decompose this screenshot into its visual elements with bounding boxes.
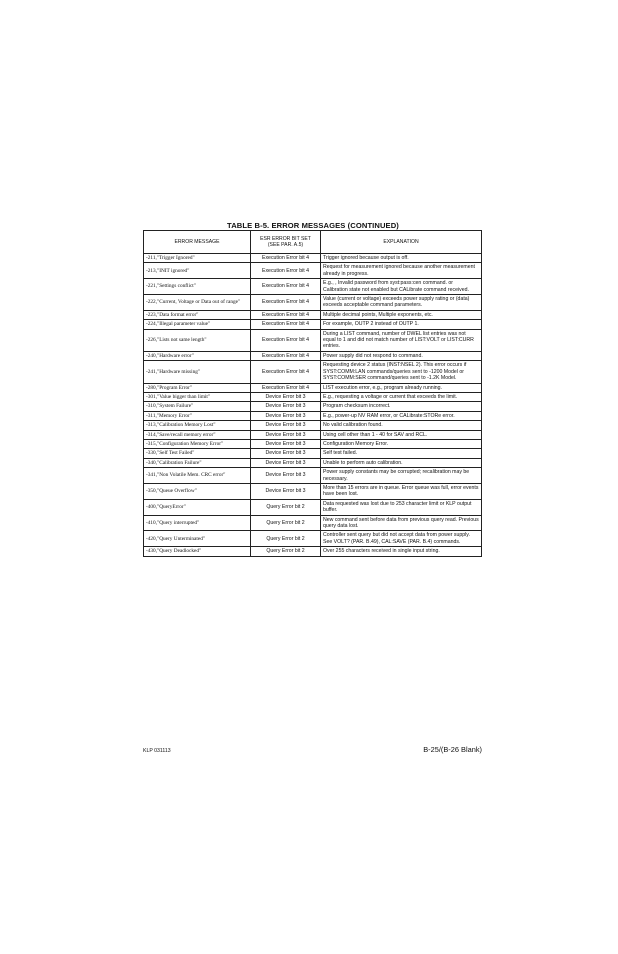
esr-bit-cell: Device Error bit 3 bbox=[251, 468, 321, 484]
error-message-cell: -222,"Current, Voltage or Data out of range" bbox=[144, 295, 251, 311]
error-message-cell: -213,"INIT ignored" bbox=[144, 263, 251, 279]
esr-bit-cell: Query Error bit 2 bbox=[251, 547, 321, 556]
esr-bit-cell: Device Error bit 3 bbox=[251, 402, 321, 411]
esr-bit-cell: Execution Error bit 4 bbox=[251, 361, 321, 383]
error-messages-table bbox=[143, 230, 482, 557]
header-esr-line2: (SEE PAR. A.5) bbox=[267, 242, 304, 248]
esr-bit-cell: Device Error bit 3 bbox=[251, 483, 321, 499]
error-message-cell: -330,"Self Test Failed" bbox=[144, 449, 251, 458]
esr-bit-cell: Device Error bit 3 bbox=[251, 439, 321, 448]
explanation-cell: More than 15 errors are in queue. Error queue was full, error events have been lost. bbox=[321, 483, 482, 499]
error-message-cell: -226,"Lists not same length" bbox=[144, 329, 251, 351]
esr-bit-cell: Execution Error bit 4 bbox=[251, 329, 321, 351]
explanation-cell: E.g., requesting a voltage or current that exceeds the limit. bbox=[321, 392, 482, 401]
table-title: TABLE B-5. ERROR MESSAGES (CONTINUED) bbox=[227, 221, 399, 230]
esr-bit-cell: Execution Error bit 4 bbox=[251, 295, 321, 311]
explanation-cell: Value (current or voltage) exceeds power supply rating or (data) exceeds acceptable command parameters. bbox=[321, 295, 482, 311]
table-row bbox=[144, 383, 482, 392]
esr-bit-cell: Execution Error bit 4 bbox=[251, 254, 321, 263]
table-row bbox=[144, 430, 482, 439]
explanation-cell: Over 255 characters received in single input string. bbox=[321, 547, 482, 556]
error-message-cell: -341,"Non Volatile Mem. CRC error" bbox=[144, 468, 251, 484]
table-row bbox=[144, 329, 482, 351]
error-message-cell: -410,"Query interrupted" bbox=[144, 515, 251, 531]
explanation-cell: Data requested was lost due to 253 character limit or KLP output buffer. bbox=[321, 499, 482, 515]
explanation-cell: Request for measurement ignored because another measurement already in progress. bbox=[321, 263, 482, 279]
table-row bbox=[144, 449, 482, 458]
esr-bit-cell: Execution Error bit 4 bbox=[251, 310, 321, 319]
explanation-cell: New command sent before data from previous query read. Previous query data lost. bbox=[321, 515, 482, 531]
table-row bbox=[144, 254, 482, 263]
footer-doc-id: KLP 031113 bbox=[143, 748, 171, 754]
error-message-cell: -241,"Hardware missing" bbox=[144, 361, 251, 383]
error-message-cell: -430,"Query Deadlocked" bbox=[144, 547, 251, 556]
header-explanation: EXPLANATION bbox=[321, 231, 482, 254]
table-header-row bbox=[144, 231, 482, 254]
table-row bbox=[144, 351, 482, 360]
explanation-cell: Using cell other than 1 - 40 for SAV and RCL. bbox=[321, 430, 482, 439]
esr-bit-cell: Device Error bit 3 bbox=[251, 411, 321, 420]
table-row bbox=[144, 515, 482, 531]
error-message-cell: -314,"Save/recall memory error" bbox=[144, 430, 251, 439]
table-row bbox=[144, 468, 482, 484]
error-message-cell: -224,"Illegal parameter value" bbox=[144, 320, 251, 329]
table-row bbox=[144, 458, 482, 467]
error-message-cell: -315,"Configuration Memory Error" bbox=[144, 439, 251, 448]
footer-page-number: B-25/(B-26 Blank) bbox=[423, 745, 482, 754]
esr-bit-cell: Device Error bit 3 bbox=[251, 392, 321, 401]
error-message-cell: -311,"Memory Error" bbox=[144, 411, 251, 420]
esr-bit-cell: Execution Error bit 4 bbox=[251, 383, 321, 392]
error-message-cell: -313,"Calibration Memory Lost" bbox=[144, 421, 251, 430]
error-message-cell: -280,"Program Error" bbox=[144, 383, 251, 392]
error-message-cell: -350,"Queue Overflow" bbox=[144, 483, 251, 499]
header-esr-line1: ESR ERROR BIT SET bbox=[260, 236, 311, 242]
error-message-cell: -223,"Data format error" bbox=[144, 310, 251, 319]
error-message-cell: -301,"Value bigger than limit" bbox=[144, 392, 251, 401]
table-row bbox=[144, 421, 482, 430]
header-esr-bit bbox=[251, 231, 321, 254]
error-message-cell: -240,"Hardware error" bbox=[144, 351, 251, 360]
explanation-cell: Self test failed. bbox=[321, 449, 482, 458]
esr-bit-cell: Execution Error bit 4 bbox=[251, 320, 321, 329]
esr-bit-cell: Query Error bit 2 bbox=[251, 499, 321, 515]
explanation-cell: E.g., , Invalid password from syst:pass:cen command. or Calibration state not enabled but CALibrate command received. bbox=[321, 279, 482, 295]
table-row bbox=[144, 483, 482, 499]
esr-bit-cell: Execution Error bit 4 bbox=[251, 263, 321, 279]
table-row bbox=[144, 499, 482, 515]
error-message-cell: -221,"Settings conflict" bbox=[144, 279, 251, 295]
esr-bit-cell: Execution Error bit 4 bbox=[251, 279, 321, 295]
explanation-cell: Power supply constants may be corrupted; recalibration may be necessary. bbox=[321, 468, 482, 484]
explanation-cell: Trigger ignored because output is off. bbox=[321, 254, 482, 263]
esr-bit-cell: Query Error bit 2 bbox=[251, 531, 321, 547]
table-row bbox=[144, 263, 482, 279]
esr-bit-cell: Device Error bit 3 bbox=[251, 449, 321, 458]
explanation-cell: Multiple decimal points, Multiple exponents, etc. bbox=[321, 310, 482, 319]
error-message-cell: -340,"Calibration Failure" bbox=[144, 458, 251, 467]
explanation-cell: Requesting device 2 status (INST:NSEL 2). This error occurs if SYST:COMM:LAN commands/queries sent to -1200 Model or SYST:COMM:SER command/queries sent to -1.2K Model. bbox=[321, 361, 482, 383]
table-row bbox=[144, 361, 482, 383]
table-row bbox=[144, 411, 482, 420]
table-row bbox=[144, 439, 482, 448]
esr-bit-cell: Execution Error bit 4 bbox=[251, 351, 321, 360]
esr-bit-cell: Device Error bit 3 bbox=[251, 421, 321, 430]
explanation-cell: Program checksum incorrect. bbox=[321, 402, 482, 411]
esr-bit-cell: Query Error bit 2 bbox=[251, 515, 321, 531]
explanation-cell: LIST execution error, e.g., program already running. bbox=[321, 383, 482, 392]
esr-bit-cell: Device Error bit 3 bbox=[251, 458, 321, 467]
error-message-cell: -400,"QueryError" bbox=[144, 499, 251, 515]
explanation-cell: For example, OUTP 2 instead of OUTP 1. bbox=[321, 320, 482, 329]
error-message-cell: -420,"Query Unterminated" bbox=[144, 531, 251, 547]
explanation-cell: No valid calibration found. bbox=[321, 421, 482, 430]
table-row bbox=[144, 310, 482, 319]
table-row bbox=[144, 547, 482, 556]
explanation-cell: Unable to perform auto calibration. bbox=[321, 458, 482, 467]
explanation-cell: E.g., power-up NV RAM error, or CALibrate:STORe error. bbox=[321, 411, 482, 420]
error-message-cell: -211,"Trigger Ignored" bbox=[144, 254, 251, 263]
explanation-cell: Power supply did not respond to command. bbox=[321, 351, 482, 360]
table-body bbox=[144, 254, 482, 557]
table-row bbox=[144, 531, 482, 547]
esr-bit-cell: Device Error bit 3 bbox=[251, 430, 321, 439]
table-row bbox=[144, 279, 482, 295]
table-row bbox=[144, 295, 482, 311]
explanation-cell: Controller sent query but did not accept data from power supply. See VOLT? (PAR. B.49), CAL:SAVE (PAR. B.4) commands. bbox=[321, 531, 482, 547]
explanation-cell: Configuration Memory Error. bbox=[321, 439, 482, 448]
explanation-cell: During a LIST command, number of DWEL list entries was not equal to 1 and did not match number of LIST:VOLT or LIST:CURR entries. bbox=[321, 329, 482, 351]
table-row bbox=[144, 392, 482, 401]
error-message-cell: -310,"System Failure" bbox=[144, 402, 251, 411]
header-error-message: ERROR MESSAGE bbox=[144, 231, 251, 254]
table-row bbox=[144, 320, 482, 329]
table-row bbox=[144, 402, 482, 411]
